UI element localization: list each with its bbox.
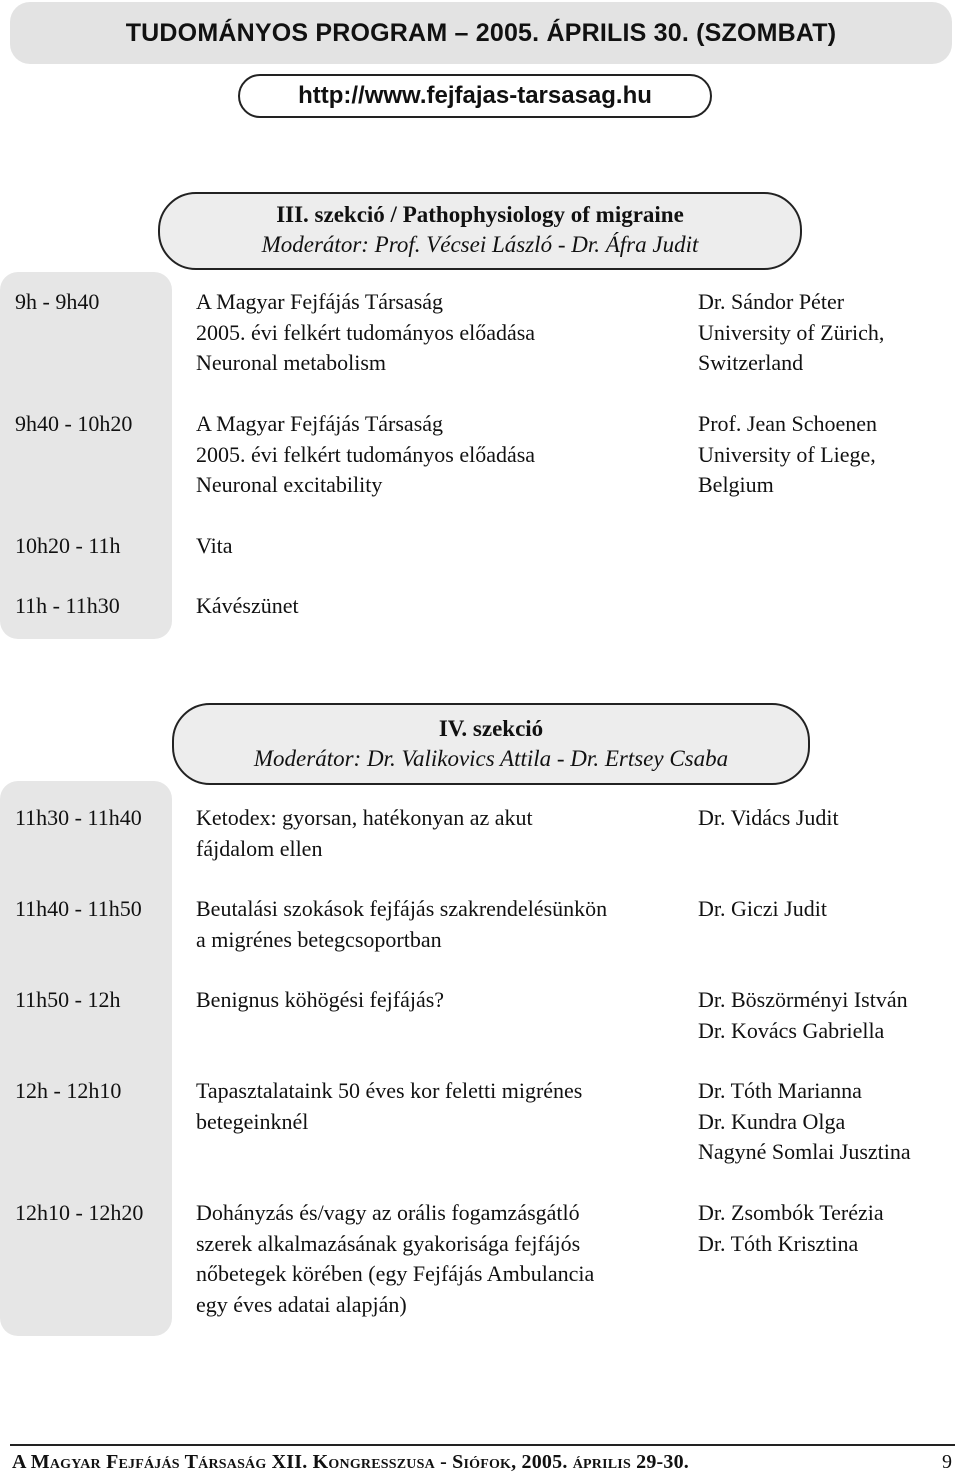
speaker — [698, 803, 960, 834]
talk-title — [196, 591, 686, 622]
talk-title — [196, 287, 686, 379]
talk-title — [196, 1076, 686, 1137]
session-time: 11h30 - 11h40 — [15, 805, 142, 830]
talk-line: A Magyar Fejfájás Társaság — [196, 411, 444, 436]
talk-line: Dohányzás és/vagy az orális fogamzásgátló — [196, 1200, 580, 1225]
section3-moderator: Moderátor: Prof. Vécsei László - Dr. Áfra Judit — [261, 232, 699, 257]
talk-line: nőbetegek körében (egy Fejfájás Ambulancia — [196, 1261, 595, 1286]
session-time: 9h40 - 10h20 — [15, 411, 133, 436]
speaker-line: University of Zürich, — [698, 319, 885, 345]
speaker-line: Dr. Kovács Gabriella — [698, 1017, 885, 1043]
speaker-line: Dr. Tóth Krisztina — [698, 1230, 859, 1256]
website-url[interactable]: http://www.fejfajas-tarsasag.hu — [298, 82, 652, 109]
talk-title — [196, 409, 686, 501]
session-time: 11h50 - 12h — [15, 987, 121, 1012]
talk-line: Ketodex: gyorsan, hatékonyan az akut — [196, 805, 533, 830]
talk-line: A Magyar Fejfájás Társaság — [196, 289, 444, 314]
speaker-line: Nagyné Somlai Jusztina — [698, 1139, 911, 1164]
section3-title: III. szekció / Pathophysiology of migraine — [276, 202, 684, 227]
footer-conference: A Magyar Fejfájás Társaság XII. Kongresszusa - Siófok, 2005. április 29-30. — [12, 1451, 689, 1473]
talk-line: Vita — [196, 533, 233, 558]
speaker-line: Dr. Sándor Péter — [698, 289, 845, 314]
talk-title — [196, 1198, 686, 1320]
speaker — [698, 287, 960, 379]
page-number: 9 — [942, 1451, 952, 1473]
talk-line: fájdalom ellen — [196, 835, 323, 861]
talk-line: Benignus köhögési fejfájás? — [196, 987, 445, 1012]
program-title: TUDOMÁNYOS PROGRAM – 2005. ÁPRILIS 30. (SZOMBAT) — [125, 18, 837, 47]
speaker-line: Dr. Tóth Marianna — [698, 1078, 862, 1103]
talk-line: Kávészünet — [196, 593, 299, 618]
speaker-line: Dr. Giczi Judit — [698, 896, 827, 921]
speaker — [698, 985, 960, 1046]
section3-time-column — [0, 272, 172, 639]
section4-header — [172, 703, 810, 785]
talk-line: a migrénes betegcsoportban — [196, 926, 442, 952]
talk-line: Tapasztalataink 50 éves kor feletti migrénes — [196, 1078, 583, 1103]
talk-line: Beutalási szokások fejfájás szakrendelésünkön — [196, 896, 608, 921]
session-time: 9h - 9h40 — [15, 289, 100, 314]
speaker — [698, 894, 960, 925]
section4-title: IV. szekció — [438, 716, 544, 741]
talk-line: Neuronal excitability — [196, 472, 383, 497]
talk-line: szerek alkalmazásának gyakorisága fejfájós — [196, 1230, 581, 1256]
talk-line: 2005. évi felkért tudományos előadása — [196, 441, 536, 467]
session-time: 11h - 11h30 — [15, 593, 120, 618]
section4-time-column — [0, 781, 172, 1336]
session-time: 11h40 - 11h50 — [15, 896, 142, 921]
section4-moderator: Moderátor: Dr. Valikovics Attila - Dr. Ertsey Csaba — [253, 746, 729, 771]
speaker-line: Dr. Vidács Judit — [698, 805, 839, 830]
talk-title — [196, 985, 686, 1016]
speaker-line: Dr. Kundra Olga — [698, 1108, 846, 1134]
talk-line: Neuronal metabolism — [196, 350, 387, 375]
program-header — [10, 2, 952, 64]
speaker-line: Dr. Zsombók Terézia — [698, 1200, 884, 1225]
talk-title — [196, 531, 686, 562]
session-time: 10h20 - 11h — [15, 533, 121, 558]
speaker — [698, 409, 960, 501]
talk-line: betegeinknél — [196, 1108, 309, 1134]
talk-title — [196, 803, 686, 864]
speaker-line: Prof. Jean Schoenen — [698, 411, 878, 436]
speaker-line: Belgium — [698, 472, 774, 497]
website-link[interactable] — [238, 74, 712, 118]
speaker-line: Dr. Böszörményi István — [698, 987, 908, 1012]
session-time: 12h10 - 12h20 — [15, 1200, 144, 1225]
speaker-line: Switzerland — [698, 350, 804, 375]
talk-line: 2005. évi felkért tudományos előadása — [196, 319, 536, 345]
section3-header — [158, 192, 802, 270]
talk-line: egy éves adatai alapján) — [196, 1291, 407, 1317]
talk-title — [196, 894, 686, 955]
speaker — [698, 1198, 960, 1259]
footer-divider — [10, 1444, 955, 1446]
speaker — [698, 1076, 960, 1168]
session-time: 12h - 12h10 — [15, 1078, 122, 1103]
speaker-line: University of Liege, — [698, 441, 876, 467]
